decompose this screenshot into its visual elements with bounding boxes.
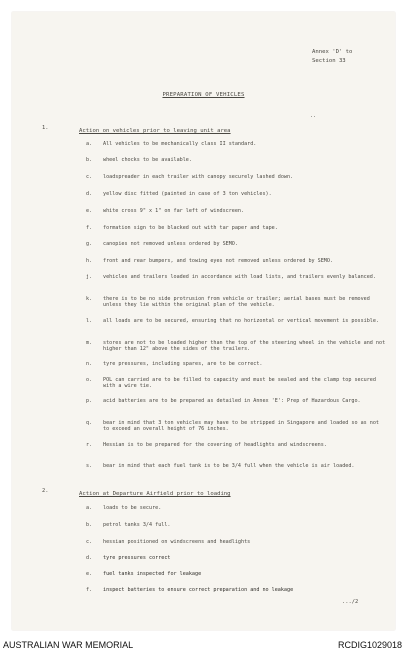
item-text: front and rear bumpers, and towing eyes not removed unless ordered by SEMO.: [103, 258, 334, 264]
item-text: petrol tanks 3/4 full.: [103, 522, 171, 528]
item-text: fuel tanks inspected for leakage: [103, 571, 202, 577]
item-text: all loads are to be secured, ensuring that no horizontal or vertical movement is possible.: [103, 318, 380, 324]
section-2-number: 2.: [42, 488, 49, 494]
item-text: white cross 9" x 1" on far left of windscreen.: [103, 208, 245, 214]
item-letter: s.: [86, 463, 93, 469]
item-letter: p.: [86, 398, 93, 404]
item-text: there is to be no side protrusion from vehicle or trailer; aerial bases must be removed unless they lie within the original plan of the vehicle.: [103, 296, 370, 308]
item-letter: b.: [86, 157, 93, 163]
annex-line-1: Annex 'D' to: [312, 49, 353, 55]
document-title: PREPARATION OF VEHICLES: [162, 92, 245, 98]
item-letter: d.: [86, 555, 93, 561]
item-text: canopies not removed unless ordered by SEMO.: [103, 241, 238, 247]
annex-reference: [312, 48, 352, 66]
item-text: formation sign to be blacked out with tar paper and tape.: [103, 225, 278, 231]
item-text: tyre pressures, including spares, are to be correct.: [103, 361, 263, 367]
item-text: loadspreader in each trailer with canopy securely lashed down.: [103, 174, 294, 180]
item-letter: f.: [86, 587, 93, 593]
item-letter: o.: [86, 377, 93, 383]
annex-line-2: Section 33: [312, 58, 346, 64]
item-letter: l.: [86, 318, 93, 324]
item-letter: q.: [86, 420, 93, 426]
item-letter: a.: [86, 505, 93, 511]
item-text: POL can carried are to be filled to capacity and must be sealed and the clamp top secured with a wire tie.: [103, 377, 376, 389]
item-text: tyre pressures correct: [103, 555, 171, 561]
item-letter: k.: [86, 296, 93, 302]
section-2-heading: Action at Departure Airfield prior to loading: [79, 491, 231, 497]
item-letter: a.: [86, 141, 93, 147]
section-1-number: 1.: [42, 125, 49, 131]
item-text: stores are not to be loaded higher than the top of the steering wheel in the vehicle and not higher than 12" above the sides of the trailers.: [103, 340, 386, 352]
item-letter: r.: [86, 442, 93, 448]
item-text: hessian positioned on windscreens and headlights: [103, 539, 251, 545]
document-body: [12, 12, 395, 630]
item-text: bear in mind that 3 ton vehicles may have to be stripped in Singapore and loaded so as not to exceed an overall height of 76 inches.: [103, 420, 380, 432]
document-page: [12, 12, 395, 630]
item-letter: j.: [86, 274, 93, 280]
item-text: bear in mind that each fuel tank is to be 3/4 full when the vehicle is air loaded.: [103, 463, 355, 469]
item-text: loads to be secure.: [103, 505, 162, 511]
item-letter: g.: [86, 241, 93, 247]
footer-record-id: RCDIG1029018: [337, 640, 402, 650]
archive-footer: [0, 637, 405, 653]
item-letter: e.: [86, 571, 93, 577]
item-letter: c.: [86, 174, 93, 180]
item-text: inspect batteries to ensure correct preparation and no leakage: [103, 587, 294, 593]
continuation-marker: .../2: [342, 599, 359, 605]
item-letter: n.: [86, 361, 93, 367]
item-letter: m.: [86, 340, 93, 346]
item-text: vehicles and trailers loaded in accordance with load lists, and trailers evenly balanced.: [103, 274, 376, 280]
item-text: All vehicles to be mechanically class II standard.: [103, 141, 257, 147]
item-letter: h.: [86, 258, 93, 264]
item-letter: e.: [86, 208, 93, 214]
section-1-heading: Action on vehicles prior to leaving unit area: [79, 128, 231, 134]
item-text: acid batteries are to be prepared as detailed in Annex 'E': Prep of Hazardous Cargo.: [103, 398, 361, 404]
item-letter: b.: [86, 522, 93, 528]
margin-mark: ..: [310, 113, 317, 119]
item-letter: d.: [86, 191, 93, 197]
item-letter: f.: [86, 225, 93, 231]
item-text: yellow disc fitted (painted in case of 3 ton vehicles).: [103, 191, 272, 197]
footer-institution: AUSTRALIAN WAR MEMORIAL: [3, 640, 134, 650]
item-text: Hessian is to be prepared for the covering of headlights and windscreens.: [103, 442, 327, 448]
item-letter: c.: [86, 539, 93, 545]
item-text: wheel chocks to be available.: [103, 157, 192, 163]
